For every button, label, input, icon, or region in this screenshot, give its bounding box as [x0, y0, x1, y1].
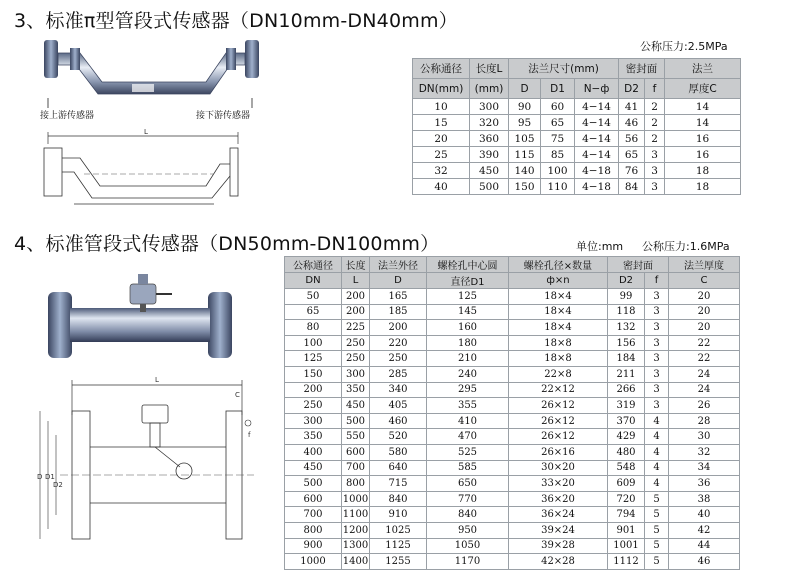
table-cell: 450 — [470, 163, 509, 179]
table-cell: 18×8 — [509, 351, 608, 367]
table-cell: 470 — [427, 429, 509, 445]
table-cell: 32 — [669, 444, 740, 460]
t1-h-thick: 法兰 — [665, 59, 741, 79]
table-cell: 100 — [541, 163, 575, 179]
table-cell: 220 — [370, 335, 427, 351]
table-row — [285, 554, 740, 570]
table-cell: 28 — [669, 413, 740, 429]
table-cell: 200 — [370, 320, 427, 336]
table-cell: 20 — [669, 320, 740, 336]
table-cell: 5 — [645, 522, 669, 538]
table-cell: 340 — [370, 382, 427, 398]
t1-h-dn2: DN(mm) — [413, 79, 470, 99]
table-cell: 901 — [608, 522, 645, 538]
table-cell: 950 — [427, 522, 509, 538]
std-dim-D1: D1 — [45, 473, 55, 481]
table-cell: 180 — [427, 335, 509, 351]
table-cell: 5 — [645, 538, 669, 554]
table-row — [285, 491, 740, 507]
table-cell: 319 — [608, 398, 645, 414]
table-cell: 18×4 — [509, 289, 608, 305]
t1-h-thick2: 厚度C — [665, 79, 741, 99]
table-cell: 609 — [608, 476, 645, 492]
table-cell: 14 — [665, 115, 741, 131]
table-cell: 150 — [509, 179, 541, 195]
table-cell: 520 — [370, 429, 427, 445]
t2-h-bolt: 螺栓孔径×数量 — [509, 257, 608, 273]
table-cell: 4 — [645, 476, 669, 492]
table-cell: 3 — [645, 335, 669, 351]
table-cell: 18×4 — [509, 320, 608, 336]
table-row — [285, 413, 740, 429]
table-cell: 36×24 — [509, 507, 608, 523]
table-cell: 140 — [509, 163, 541, 179]
table-cell: 910 — [370, 507, 427, 523]
table-cell: 2 — [645, 115, 665, 131]
table-cell: 2 — [645, 99, 665, 115]
table-cell: 40 — [413, 179, 470, 195]
table-cell: 1050 — [427, 538, 509, 554]
table-cell: 4 — [645, 429, 669, 445]
table-cell: 165 — [370, 289, 427, 305]
table-cell: 14 — [665, 99, 741, 115]
table-cell: 700 — [285, 507, 342, 523]
table-cell: 26×12 — [509, 398, 608, 414]
standard-sensor-drawing — [30, 375, 260, 555]
table-row — [285, 460, 740, 476]
table-cell: 3 — [645, 351, 669, 367]
table-cell: 22×8 — [509, 366, 608, 382]
table-cell: 240 — [427, 366, 509, 382]
table-cell: 585 — [427, 460, 509, 476]
table-cell: 56 — [619, 131, 645, 147]
table-cell: 295 — [427, 382, 509, 398]
t2-c-C: C — [669, 273, 740, 289]
table-cell: 1100 — [342, 507, 370, 523]
table-cell: 39×28 — [509, 538, 608, 554]
table-cell: 4−18 — [575, 163, 619, 179]
t1-c-nphi: N−ф — [575, 79, 619, 99]
table-cell: 5 — [645, 554, 669, 570]
table-cell: 156 — [608, 335, 645, 351]
table-cell: 600 — [285, 491, 342, 507]
table-cell: 211 — [608, 366, 645, 382]
table-cell: 36×20 — [509, 491, 608, 507]
table-cell: 429 — [608, 429, 645, 445]
table-row — [413, 147, 741, 163]
table-cell: 650 — [427, 476, 509, 492]
table-cell: 390 — [470, 147, 509, 163]
table-row — [413, 179, 741, 195]
table-cell: 99 — [608, 289, 645, 305]
table-cell: 200 — [285, 382, 342, 398]
t2-c-f: f — [645, 273, 669, 289]
table-cell: 250 — [285, 398, 342, 414]
table-cell: 500 — [470, 179, 509, 195]
table-row — [413, 99, 741, 115]
table-cell: 22 — [669, 351, 740, 367]
section4-unit: 单位:mm — [576, 240, 624, 253]
table-cell: 32 — [413, 163, 470, 179]
table-cell: 132 — [608, 320, 645, 336]
table-cell: 460 — [370, 413, 427, 429]
downstream-label: 接下游传感器 — [196, 111, 251, 121]
table-cell: 5 — [645, 507, 669, 523]
table-cell: 15 — [413, 115, 470, 131]
table-cell: 840 — [370, 491, 427, 507]
table-cell: 22×12 — [509, 382, 608, 398]
table-cell: 900 — [285, 538, 342, 554]
table-cell: 3 — [645, 320, 669, 336]
table-cell: 250 — [370, 351, 427, 367]
table-row — [285, 522, 740, 538]
table-cell: 150 — [285, 366, 342, 382]
table-row — [285, 366, 740, 382]
t2-c-DN: DN — [285, 273, 342, 289]
table-cell: 95 — [509, 115, 541, 131]
table-cell: 80 — [285, 320, 342, 336]
std-dim-f: f — [248, 431, 251, 439]
table-cell: 26×16 — [509, 444, 608, 460]
table-cell: 4−14 — [575, 131, 619, 147]
t1-h-len: 长度L — [470, 59, 509, 79]
table-cell: 548 — [608, 460, 645, 476]
table-row — [285, 289, 740, 305]
t1-h-seal: 密封面 — [619, 59, 665, 79]
table-cell: 4−14 — [575, 99, 619, 115]
table-row — [285, 476, 740, 492]
table-cell: 41 — [619, 99, 645, 115]
table-cell: 4−18 — [575, 179, 619, 195]
t2-c-phin: ф×n — [509, 273, 608, 289]
table-cell: 285 — [370, 366, 427, 382]
table-cell: 90 — [509, 99, 541, 115]
table-cell: 30 — [669, 429, 740, 445]
table-cell: 1112 — [608, 554, 645, 570]
table-cell: 3 — [645, 163, 665, 179]
table-row — [413, 131, 741, 147]
pi-sensor-drawing — [34, 128, 254, 208]
std-dim-D: D — [37, 473, 43, 481]
table-cell: 4 — [645, 413, 669, 429]
table-cell: 4−14 — [575, 115, 619, 131]
table-cell: 20 — [413, 131, 470, 147]
table-cell: 1125 — [370, 538, 427, 554]
table-cell: 400 — [285, 444, 342, 460]
table-row — [285, 351, 740, 367]
table-cell: 1200 — [342, 522, 370, 538]
table-cell: 18×8 — [509, 335, 608, 351]
table-cell: 50 — [285, 289, 342, 305]
table-cell: 25 — [413, 147, 470, 163]
table-cell: 42 — [669, 522, 740, 538]
table-cell: 210 — [427, 351, 509, 367]
t2-h-len: 长度 — [342, 257, 370, 273]
table-cell: 30×20 — [509, 460, 608, 476]
table-cell: 118 — [608, 304, 645, 320]
table-cell: 110 — [541, 179, 575, 195]
table-cell: 370 — [608, 413, 645, 429]
upstream-label: 接上游传感器 — [40, 111, 95, 121]
t1-h-len2: (mm) — [470, 79, 509, 99]
table-row — [285, 304, 740, 320]
table-cell: 65 — [541, 115, 575, 131]
t2-c-D1: 直径D1 — [427, 273, 509, 289]
table-cell: 10 — [413, 99, 470, 115]
table-cell: 300 — [342, 366, 370, 382]
table-cell: 185 — [370, 304, 427, 320]
t2-h-thick: 法兰厚度 — [669, 257, 740, 273]
table-cell: 794 — [608, 507, 645, 523]
table-cell: 1025 — [370, 522, 427, 538]
table-cell: 24 — [669, 366, 740, 382]
table-cell: 65 — [619, 147, 645, 163]
table-cell: 500 — [342, 413, 370, 429]
t1-c-D1: D1 — [541, 79, 575, 99]
table-cell: 300 — [470, 99, 509, 115]
table-cell: 1000 — [342, 491, 370, 507]
table-cell: 840 — [427, 507, 509, 523]
table-cell: 16 — [665, 131, 741, 147]
table-row — [285, 320, 740, 336]
table-cell: 85 — [541, 147, 575, 163]
table-cell: 3 — [645, 147, 665, 163]
table-cell: 200 — [342, 289, 370, 305]
t2-c-D2: D2 — [608, 273, 645, 289]
table-cell: 320 — [470, 115, 509, 131]
table-cell: 525 — [427, 444, 509, 460]
table-row — [413, 115, 741, 131]
table-cell: 36 — [669, 476, 740, 492]
table-cell: 360 — [470, 131, 509, 147]
table-cell: 770 — [427, 491, 509, 507]
t1-h-flange: 法兰尺寸(mm) — [509, 59, 619, 79]
table-cell: 450 — [342, 398, 370, 414]
t2-h-dn: 公称通径 — [285, 257, 342, 273]
table-cell: 75 — [541, 131, 575, 147]
table-cell: 800 — [285, 522, 342, 538]
table-cell: 3 — [645, 179, 665, 195]
table-cell: 1255 — [370, 554, 427, 570]
t1-h-dn: 公称通径 — [413, 59, 470, 79]
table-cell: 3 — [645, 304, 669, 320]
table-cell: 34 — [669, 460, 740, 476]
table-cell: 22 — [669, 335, 740, 351]
table-cell: 42×28 — [509, 554, 608, 570]
table-cell: 1000 — [285, 554, 342, 570]
table-cell: 1300 — [342, 538, 370, 554]
table-cell: 500 — [285, 476, 342, 492]
table-row — [285, 538, 740, 554]
table-cell: 26×12 — [509, 413, 608, 429]
table-cell: 125 — [427, 289, 509, 305]
table-cell: 640 — [370, 460, 427, 476]
pi-sensor-photo — [40, 36, 270, 116]
t2-c-L: L — [342, 273, 370, 289]
standard-sensor-photo — [40, 272, 240, 362]
table-cell: 600 — [342, 444, 370, 460]
table-cell: 580 — [370, 444, 427, 460]
table-cell: 480 — [608, 444, 645, 460]
table-cell: 184 — [608, 351, 645, 367]
table-cell: 60 — [541, 99, 575, 115]
table-cell: 125 — [285, 351, 342, 367]
table-cell: 33×20 — [509, 476, 608, 492]
table-cell: 39×24 — [509, 522, 608, 538]
table-row — [285, 507, 740, 523]
table-cell: 20 — [669, 289, 740, 305]
table-cell: 1001 — [608, 538, 645, 554]
std-dim-D2: D2 — [53, 481, 63, 489]
section3-pressure: 公称压力:2.5MPa — [640, 40, 728, 53]
section3-title: 3、标准π型管段式传感器（DN10mm-DN40mm） — [14, 10, 458, 32]
table-row — [413, 163, 741, 179]
table-cell: 84 — [619, 179, 645, 195]
table-cell: 24 — [669, 382, 740, 398]
table-cell: 225 — [342, 320, 370, 336]
table-cell: 3 — [645, 382, 669, 398]
table-cell: 115 — [509, 147, 541, 163]
t1-c-D: D — [509, 79, 541, 99]
pi-dim-L: L — [144, 128, 148, 136]
table-cell: 100 — [285, 335, 342, 351]
table-cell: 550 — [342, 429, 370, 445]
t2-c-D: D — [370, 273, 427, 289]
table-row — [285, 429, 740, 445]
table-cell: 2 — [645, 131, 665, 147]
table-cell: 250 — [342, 351, 370, 367]
table-cell: 300 — [285, 413, 342, 429]
section4-title: 4、标准管段式传感器（DN50mm-DN100mm） — [14, 233, 440, 255]
table-cell: 5 — [645, 491, 669, 507]
t2-h-bc: 螺栓孔中心圆 — [427, 257, 509, 273]
table-cell: 65 — [285, 304, 342, 320]
table-cell: 40 — [669, 507, 740, 523]
table-cell: 1170 — [427, 554, 509, 570]
std-dim-L: L — [155, 376, 159, 384]
table-cell: 266 — [608, 382, 645, 398]
table-cell: 4−14 — [575, 147, 619, 163]
table-cell: 405 — [370, 398, 427, 414]
standard-sensor-table — [284, 256, 740, 570]
table-cell: 145 — [427, 304, 509, 320]
table-cell: 700 — [342, 460, 370, 476]
table-cell: 26×12 — [509, 429, 608, 445]
table-cell: 20 — [669, 304, 740, 320]
table-cell: 46 — [619, 115, 645, 131]
table-cell: 4 — [645, 444, 669, 460]
table-cell: 3 — [645, 366, 669, 382]
section4-pressure: 公称压力:1.6MPa — [642, 240, 730, 253]
table-cell: 410 — [427, 413, 509, 429]
table-cell: 3 — [645, 289, 669, 305]
table-row — [285, 398, 740, 414]
table-row — [285, 382, 740, 398]
table-cell: 715 — [370, 476, 427, 492]
pi-sensor-table — [412, 58, 741, 195]
table-cell: 44 — [669, 538, 740, 554]
t1-c-D2: D2 — [619, 79, 645, 99]
table-cell: 250 — [342, 335, 370, 351]
table-cell: 26 — [669, 398, 740, 414]
table-cell: 1400 — [342, 554, 370, 570]
std-dim-C: C — [235, 391, 240, 399]
t1-c-f: f — [645, 79, 665, 99]
table-cell: 355 — [427, 398, 509, 414]
table-row — [285, 335, 740, 351]
table-cell: 350 — [342, 382, 370, 398]
table-cell: 800 — [342, 476, 370, 492]
table-cell: 3 — [645, 398, 669, 414]
table-cell: 720 — [608, 491, 645, 507]
table-cell: 16 — [665, 147, 741, 163]
table-cell: 350 — [285, 429, 342, 445]
table-row — [285, 444, 740, 460]
table-cell: 200 — [342, 304, 370, 320]
table-cell: 4 — [645, 460, 669, 476]
t2-h-od: 法兰外径 — [370, 257, 427, 273]
table-cell: 105 — [509, 131, 541, 147]
table-cell: 18 — [665, 179, 741, 195]
table-cell: 46 — [669, 554, 740, 570]
t2-h-seal: 密封面 — [608, 257, 669, 273]
table-cell: 450 — [285, 460, 342, 476]
table-cell: 18×4 — [509, 304, 608, 320]
table-cell: 160 — [427, 320, 509, 336]
table-cell: 18 — [665, 163, 741, 179]
table-cell: 38 — [669, 491, 740, 507]
table-cell: 76 — [619, 163, 645, 179]
